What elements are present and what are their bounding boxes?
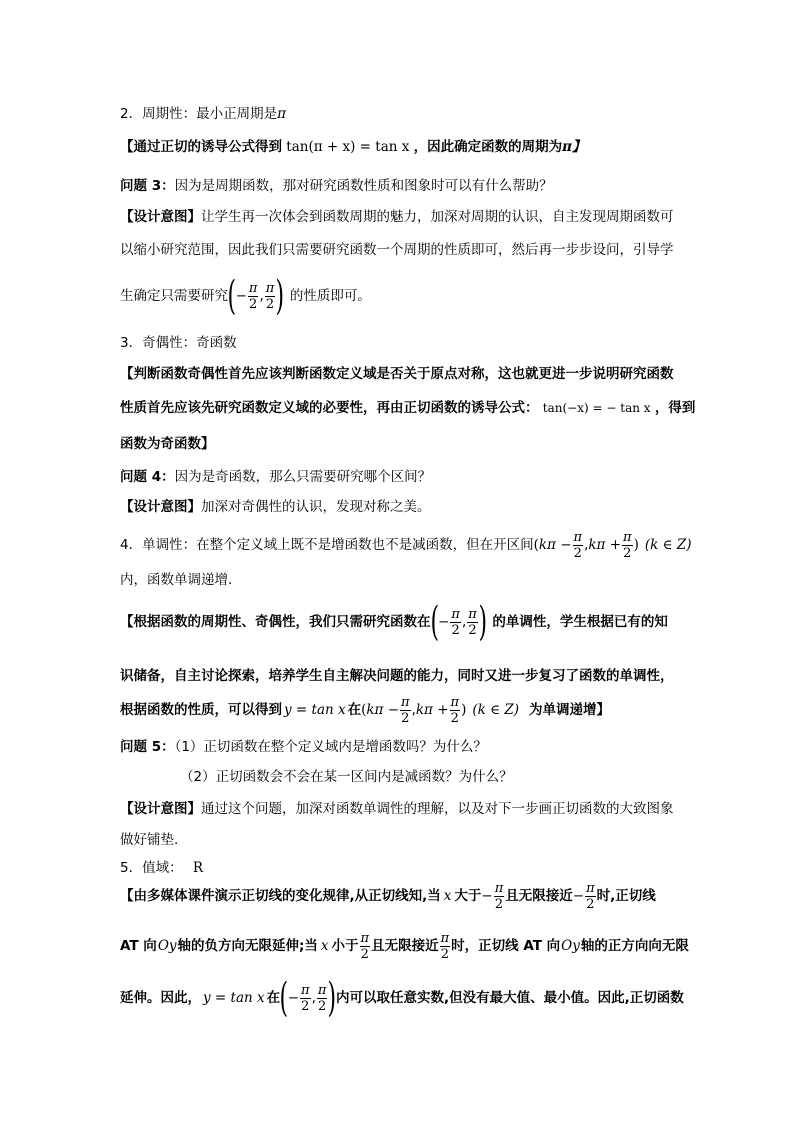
parity-heading: 3．奇偶性：奇函数	[120, 335, 237, 351]
design-intent-4: 【设计意图】加深对奇偶性的认识，发现对称之美。	[120, 499, 431, 515]
odd-formula: tan(−x) = − tan x	[542, 401, 651, 415]
range-note-line2: AT 向 Oy 轴的负方向无限延伸;当 x 小于 $\frac{\pi}{2}$ 且无限接近 $\frac{\pi}{2}$ 时，正切线 AT 向 Oy 轴的正方向向无限	[120, 930, 689, 962]
range-note-line1: 【由多媒体课件演示正切线的变化规律,从正切线知,当 x 大于 − $\frac{\pi}{2}$ 且无限接近 − $\frac{\pi}{2}$ 时,正切线	[120, 880, 656, 912]
fraction: $\frac{\pi}{2}$	[450, 694, 460, 726]
design-intent-5-line1: 【设计意图】通过这个问题，加深对函数单调性的理解，以及对下一步画正切函数的大致图象	[120, 801, 674, 817]
monotonicity-note-line3: 根据函数的性质，可以得到 y = tan x 在 ( kπ − $\frac{\pi}{2}$ , kπ + $\frac{\pi}{2}$ ) (k ∈ Z) 为单调递增】	[120, 694, 611, 726]
question-4: 问题 4：因为是奇函数，那么只需要研究哪个区间？	[120, 469, 432, 485]
fraction: $\frac{\pi}{2}$	[586, 880, 595, 912]
monotonicity-heading: 4．单调性：在整个定义域上既不是增函数也不是减函数，但在开区间 ( kπ − $\frac{\pi}{2}$ , kπ + $\frac{\pi}{2}$ ) (k ∈ Z)	[120, 529, 692, 561]
design-intent-3-line1: 【设计意图】让学生再一次体会到函数周期的魅力，加深对周期的认识，自主发现周期函数可	[120, 209, 674, 225]
fraction: $\frac{\pi}{2}$	[248, 280, 258, 312]
fraction: $\frac{\pi}{2}$	[301, 982, 310, 1014]
induction-formula: tan(π + x) = tan x	[286, 139, 410, 155]
monotonicity-line2: 内，函数单调递增．	[120, 572, 242, 588]
range-note-line3: 延伸。因此， y = tan x 在 ( − $\frac{\pi}{2}$ , $\frac{\pi}{2}$ ) 内可以取任意实数,但没有最大值、最小值。因此,正切函数	[120, 975, 684, 1021]
fraction: $\frac{\pi}{2}$	[451, 606, 460, 638]
parity-note-line2: 性质首先应该先研究函数定义域的必要性，再由正切函数的诱导公式： tan(−x) = − tan x ，得到	[120, 400, 696, 416]
design-intent-5-line2: 做好铺垫.	[120, 832, 179, 848]
design-intent-3-line2: 以缩小研究范围，因此我们只需要研究函数一个周期的性质即可，然后再一步步设问，引导学	[120, 242, 674, 258]
parity-note-line3: 函数为奇函数】	[120, 436, 215, 452]
question-5: 问题 5：（1）正切函数在整个定义域内是增函数吗？为什么？	[120, 739, 487, 755]
fraction: $\frac{\pi}{2}$	[440, 930, 450, 962]
fraction: $\frac{\pi}{2}$	[401, 694, 410, 726]
range-heading: 5．值域： R	[120, 860, 204, 876]
monotonicity-note-line2: 识储备，自主讨论探索，培养学生自主解决问题的能力，同时又进一步复习了函数的单调性，	[120, 668, 674, 684]
parity-note-line1: 【判断函数奇偶性首先应该判断函数定义域是否关于原点对称，这也就更进一步说明研究函数	[120, 366, 674, 382]
fraction: $\frac{\pi}{2}$	[494, 880, 504, 912]
fraction: $\frac{\pi}{2}$	[360, 930, 370, 962]
fraction: $\frac{\pi}{2}$	[265, 280, 275, 312]
periodicity-note: 【通过正切的诱导公式得到 tan(π + x) = tan x ，因此确定函数的周期为π】	[120, 139, 586, 155]
design-intent-3-line3: 生确定只需要研究 ( − $\frac{\pi}{2}$ , $\frac{\pi}{2}$ ) 的性质即可。	[120, 273, 371, 319]
periodicity-heading: 2．周期性：最小正周期是π	[120, 106, 286, 122]
fraction: $\frac{\pi}{2}$	[623, 529, 632, 561]
monotonicity-note-line1: 【根据函数的周期性、奇偶性，我们只需研究函数在 ( − $\frac{\pi}{2}$ , $\frac{\pi}{2}$ ) 的单调性，学生根据已有的知	[120, 599, 668, 645]
fraction: $\frac{\pi}{2}$	[317, 982, 327, 1014]
fraction: $\frac{\pi}{2}$	[468, 606, 477, 638]
fraction: $\frac{\pi}{2}$	[573, 529, 583, 561]
question-5-item-2: （2）正切函数会不会在某一区间内是减函数？为什么？	[180, 769, 513, 785]
question-3: 问题 3：因为是周期函数，那对研究函数性质和图象时可以有什么帮助？	[120, 178, 553, 194]
